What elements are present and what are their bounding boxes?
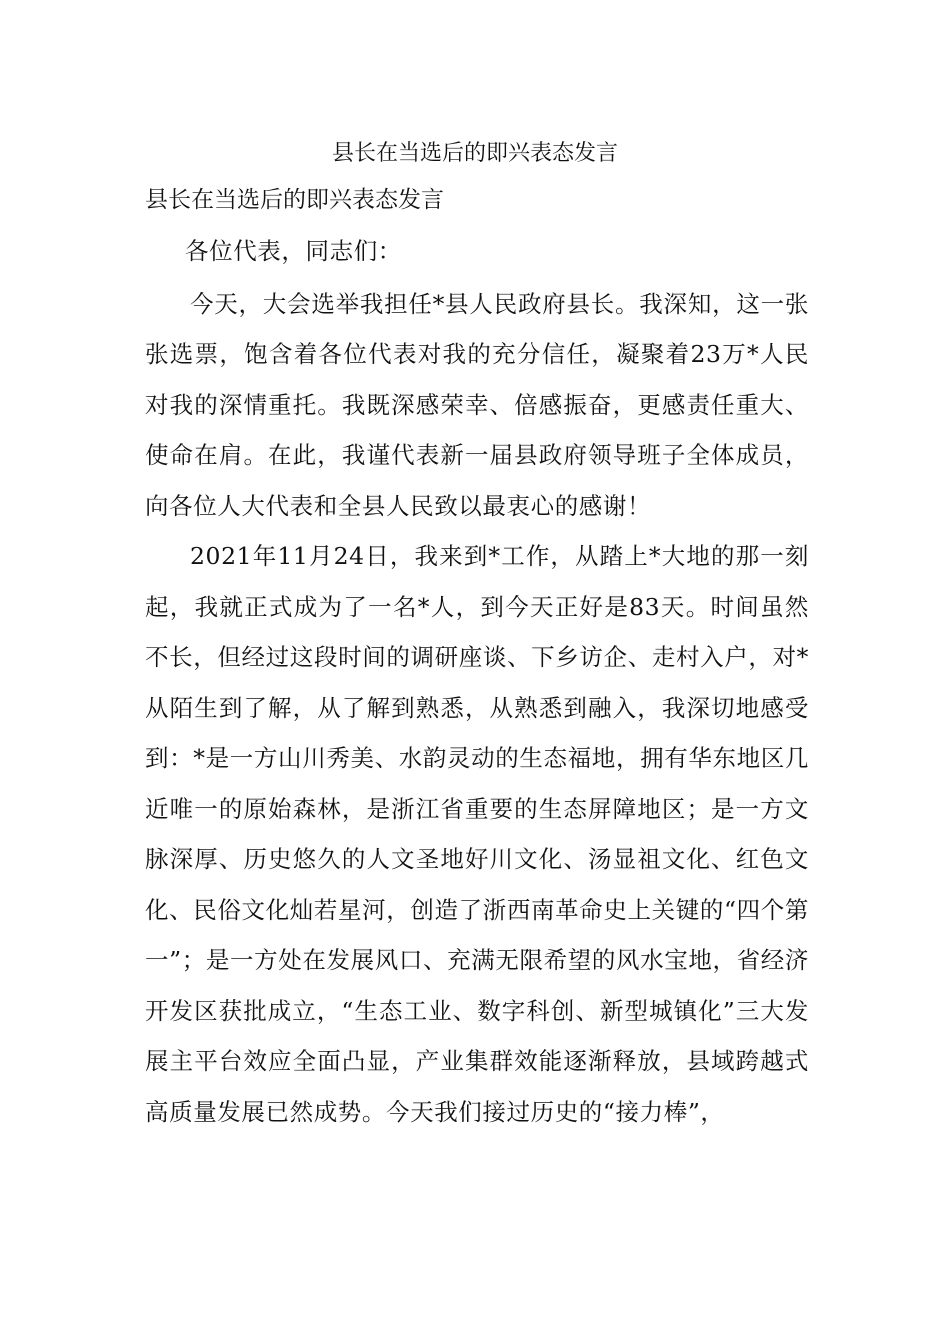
document-body (145, 180, 809, 1137)
document-title: 县长在当选后的即兴表态发言 (331, 141, 618, 166)
salutation: 各位代表，同志们： (185, 237, 402, 265)
document-subtitle: 县长在当选后的即兴表态发言 (145, 187, 444, 213)
paragraph-2: 2021年11月24日，我来到*工作，从踏上*大地的那一刻起，我就正式成为了一名*人，到今天正好是83天。时间虽然不长，但经过这段时间的调研座谈、下乡访企、走村入户，对*从陌生到了解，从了解到熟悉，从熟悉到融入，我深切地感受到：*是一方山川秀美、水韵灵动的生态福地，拥有华东地区几近唯一的原始森林，是浙江省重要的生态屏障地区；是一方文脉深厚、历史悠久的人文圣地好川文化、汤显祖文化、红色文化、民俗文化灿若星河，创造了浙西南革命史上关键的“四个第一”；是一方处在发展风口、充满无限希望的风水宝地，省经济开发区获批成立，“生态工业、数字科创、新型城镇化”三大发展主平台效应全面凸显，产业集群效能逐渐释放，县域跨越式高质量发展已然成势。今天我们接过历史的“接力棒”， (145, 542, 809, 1126)
paragraph-1: 今天，大会选举我担任*县人民政府县长。我深知，这一张张选票，饱含着各位代表对我的充分信任，凝聚着23万*人民对我的深情重托。我既深感荣幸、倍感振奋，更感责任重大、使命在肩。在此，我谨代表新一届县政府领导班子全体成员，向各位人大代表和全县人民致以最衷心的感谢！ (145, 289, 809, 520)
